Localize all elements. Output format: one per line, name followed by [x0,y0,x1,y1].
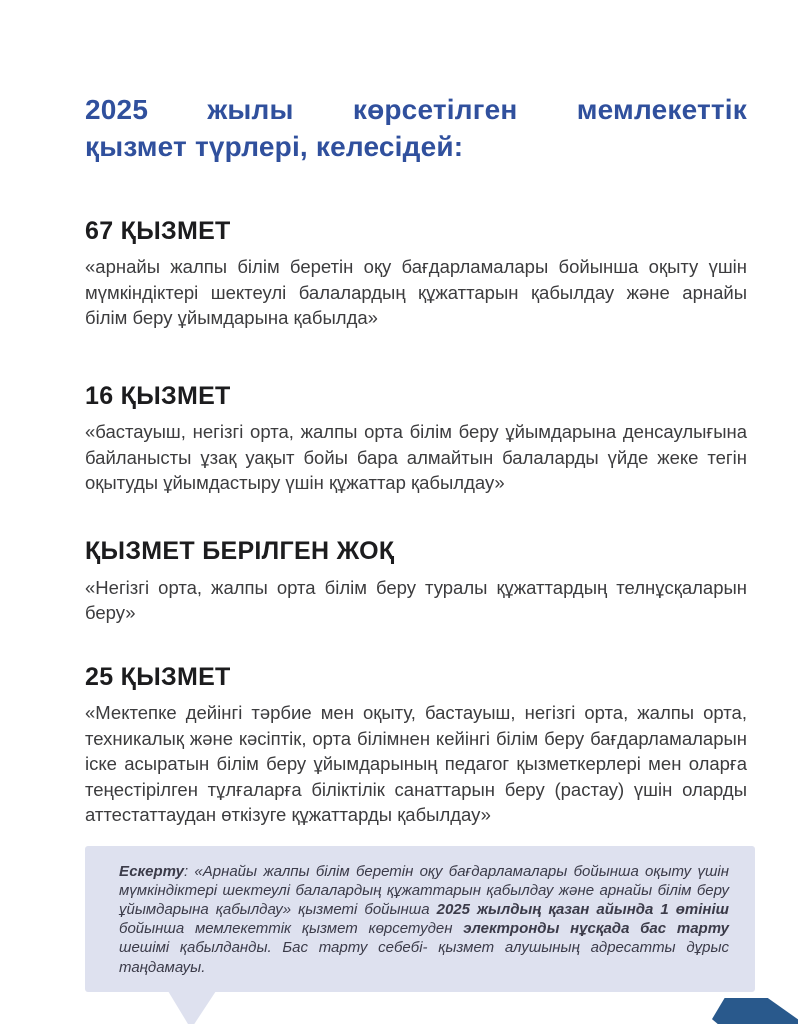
section-heading: ҚЫЗМЕТ БЕРІЛГЕН ЖОҚ [85,537,395,565]
section-body: «бастауыш, негізгі орта, жалпы орта білім беру ұйымдарына денсаулығына байланысты ұзақ уақыт бойы бара алмайтын балаларды үйде жеке тегін оқытуды ұйымдастыру үшін құжаттар қабылдау» [85,421,747,494]
note-callout [85,846,755,992]
section-heading: 67 ҚЫЗМЕТ [85,216,231,245]
section-body: «Мектепке дейінгі тәрбие мен оқыту, бастауыш, негізгі орта, жалпы орта, техникалық және кәсіптік, орта білімнен кейінгі білім беру бағдарламаларын іске асыратын білім беру ұйымдарының педагог қызметкерлері мен оларға теңестірілген тұлғаларға біліктілік санаттарын беру (растау) үшін оларды аттестаттаудан өткізуге құжаттарды қабылдау» [85,702,747,826]
page-title-line-2: қызмет түрлері, келесідей: [85,130,464,162]
page-title [85,92,747,166]
note-text: Ескерту: «Арнайы жалпы білім беретін оқу бағдарламалары бойынша оқыту үшін мүмкіндіктері шектеулі балалардың құжаттарын қабылдау және арнайы білім беру ұйымдарына қабылдау» қызметі бойынша 2025 жылдың қазан айында 1 өтініш бойынша мемлекеттік қызмет көрсетуден электронды нұсқада бас тарту шешімі қабылданды. Бас тарту себебі- қызмет алушының адресатты дұрыс таңдамауы. [119,862,729,976]
section-heading: 16 ҚЫЗМЕТ [85,381,231,410]
page-content [85,0,747,992]
service-section-none [85,538,747,626]
section-body: «Негізгі орта, жалпы орта білім беру туралы құжаттардың телнұсқаларын беру» [85,576,747,624]
section-body: «арнайы жалпы білім беретін оқу бағдарламалары бойынша оқыту үшін мүмкіндіктері шектеулі балалардың құжаттарын қабылдау және арнайы білім беру ұйымдарына қабылда» [85,256,747,329]
next-page-chevron-icon [712,998,798,1024]
service-section-25 [85,664,747,828]
service-section-16 [85,383,747,496]
section-heading: 25 ҚЫЗМЕТ [85,662,231,691]
service-section-67 [85,218,747,331]
page-title-line-1: 2025 жылы көрсетілген мемлекеттік [85,94,747,125]
note-callout-tail [168,991,216,1024]
